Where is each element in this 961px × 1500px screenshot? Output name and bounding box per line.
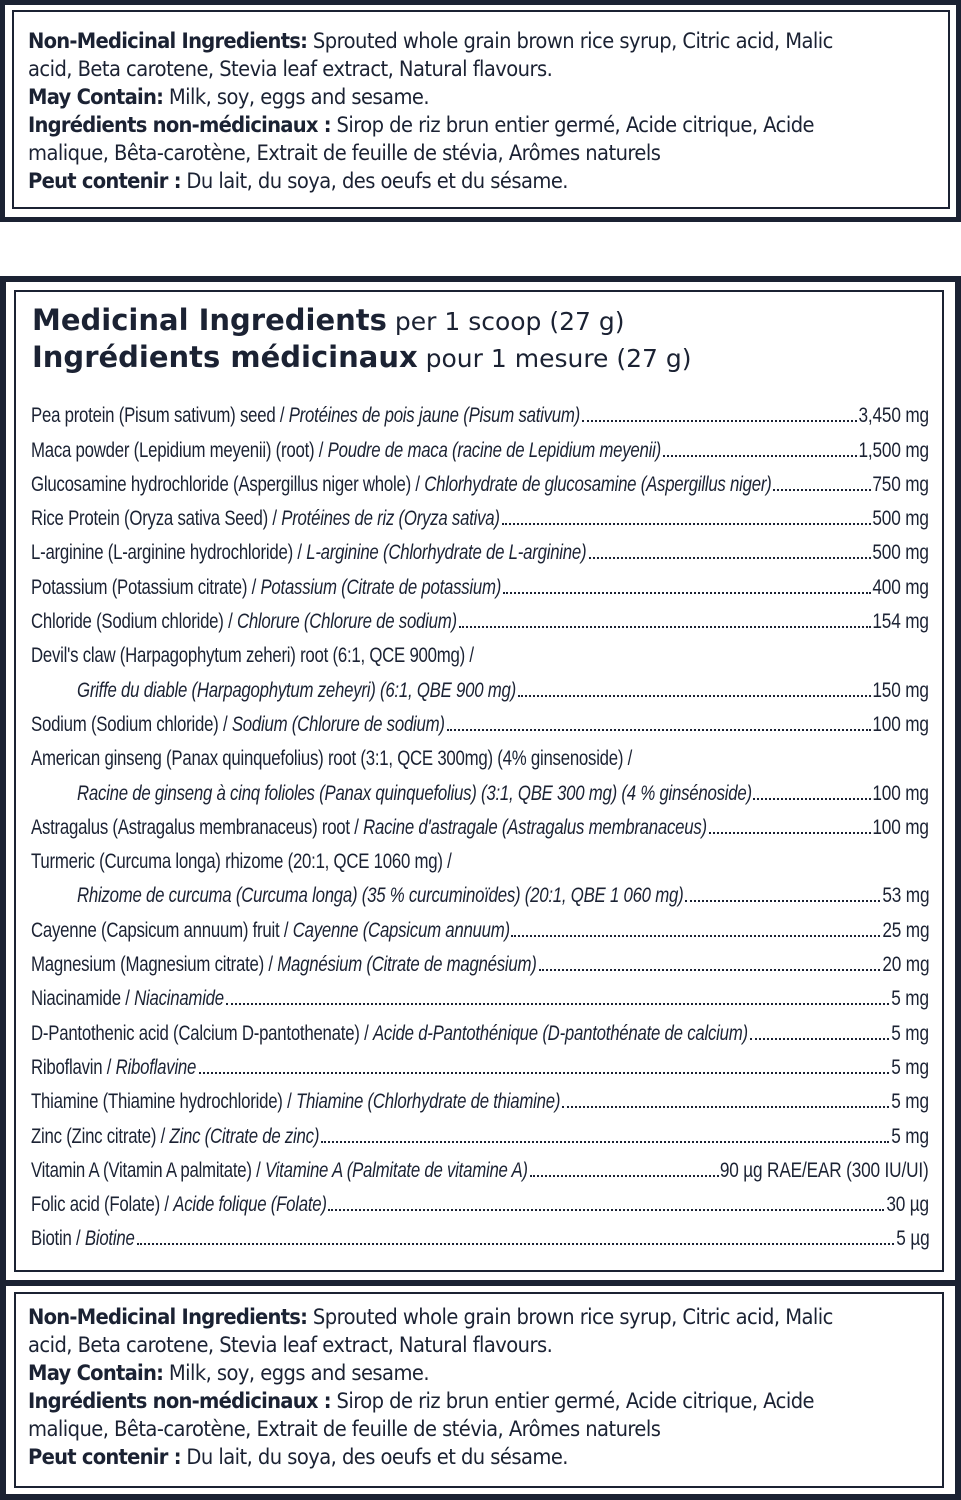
ingredient-row — [31, 531, 929, 565]
leader-dots — [199, 1072, 890, 1074]
ingredient-name-fr: Rhizome de curcuma (Curcuma longa) (35 % curcuminoïdes) (20:1, QBE 1 060 mg) — [77, 884, 684, 908]
ingredient-name-en: Chloride (Sodium chloride) / — [31, 610, 237, 634]
leader-dots — [663, 455, 856, 457]
leader-dots — [582, 420, 856, 422]
ingredient-row — [31, 806, 929, 840]
ingredient-amount: 20 mg — [881, 953, 929, 977]
ingredient-name-en: Zinc (Zinc citrate) / — [31, 1124, 170, 1148]
ingredient-name-fr: Griffe du diable (Harpagophytum zeheyri) (6:1, QBE 900 mg) — [77, 678, 516, 702]
may-contain-label-fr: Peut contenir : — [28, 169, 181, 193]
ingredient-name — [31, 507, 500, 531]
non-medicinal-label-fr: Ingrédients non-médicinaux : — [28, 113, 331, 137]
ingredient-name — [31, 919, 510, 943]
may-contain-fr: Du lait, du soya, des oeufs et du sésame. — [180, 169, 568, 193]
ingredient-name — [31, 644, 474, 668]
medicinal-title-fr — [32, 340, 692, 374]
ingredient-name-en: Rice Protein (Oryza sativa Seed) / — [31, 507, 282, 531]
ingredient-name-fr: Zinc (Citrate de zinc) — [169, 1124, 320, 1148]
medicinal-title-en-text: Medicinal Ingredients — [32, 303, 387, 337]
ingredient-name-en: L-arginine (L-arginine hydrochloride) / — [31, 541, 307, 565]
ingredient-name-fr: Racine de ginseng à cinq folioles (Panax quinquefolius) (3:1, QBE 300 mg) (4 % ginsénoside) — [77, 781, 752, 805]
ingredient-name — [77, 884, 683, 908]
leader-dots — [459, 626, 870, 628]
ingredient-row — [31, 1080, 929, 1114]
ingredient-row — [31, 1114, 929, 1148]
ingredient-name-fr: Chlorhydrate de glucosamine (Aspergillus niger) — [424, 472, 772, 496]
may-contain-label-en-bottom: May Contain: — [28, 1361, 164, 1385]
ingredient-name-en: Biotin / — [31, 1227, 85, 1251]
ingredient-amount: 5 mg — [891, 1055, 929, 1079]
ingredient-name — [31, 404, 580, 428]
ingredient-amount: 154 mg — [872, 610, 929, 634]
leader-dots — [503, 592, 871, 594]
ingredient-name-en: Magnesium (Magnesium citrate) / — [31, 953, 278, 977]
ingredient-name-en: Vitamin A (Vitamin A palmitate) / — [31, 1158, 266, 1182]
ingredient-name — [31, 816, 707, 840]
ingredient-amount: 100 mg — [872, 712, 929, 736]
ingredient-row — [31, 1183, 929, 1217]
may-contain-fr-bottom: Du lait, du soya, des oeufs et du sésame. — [180, 1445, 568, 1469]
ingredient-name-fr: Magnésium (Citrate de magnésium) — [277, 953, 537, 977]
ingredient-name-fr: Potassium (Citrate de potassium) — [260, 575, 502, 599]
ingredient-name — [31, 473, 772, 497]
ingredient-row — [31, 977, 929, 1011]
ingredient-amount: 5 mg — [891, 1021, 929, 1045]
ingredient-amount: 1,500 mg — [858, 438, 929, 462]
ingredient-name — [31, 850, 452, 874]
ingredient-name-en: Devil's claw (Harpagophytum zeheri) root (6:1, QCE 900mg) / — [31, 644, 474, 668]
ingredient-row — [31, 840, 929, 874]
ingredient-name — [77, 782, 752, 806]
non-medicinal-label-fr-bottom: Ingrédients non-médicinaux : — [28, 1389, 331, 1413]
leader-dots — [539, 969, 880, 971]
ingredient-row — [31, 634, 929, 668]
may-contain-en-bottom: Milk, soy, eggs and sesame. — [163, 1361, 430, 1385]
ingredient-name — [31, 1193, 327, 1217]
ingredient-name-en: Turmeric (Curcuma longa) rhizome (20:1, QCE 1060 mg) / — [31, 850, 452, 874]
ingredient-name-fr: Racine d'astragale (Astragalus membranaceus) — [363, 815, 707, 839]
ingredient-row — [31, 874, 929, 908]
ingredient-row — [31, 943, 929, 977]
ingredient-name-fr: Chlorure (Chlorure de sodium) — [236, 610, 457, 634]
medicinal-title-fr-text: Ingrédients médicinaux — [32, 340, 418, 374]
ingredient-row — [31, 565, 929, 599]
ingredient-row — [31, 428, 929, 462]
leader-dots — [750, 1038, 890, 1040]
ingredient-name-fr: Cayenne (Capsicum annuum) — [292, 918, 510, 942]
ingredient-name-en: Folic acid (Folate) / — [31, 1193, 174, 1217]
ingredient-name — [31, 576, 501, 600]
ingredient-amount: 500 mg — [872, 507, 929, 531]
ingredient-name — [31, 987, 224, 1011]
ingredient-row — [31, 771, 929, 805]
ingredient-row — [31, 1011, 929, 1045]
ingredient-name-fr: Vitamine A (Palmitate de vitamine A) — [265, 1158, 528, 1182]
ingredient-name — [31, 953, 537, 977]
ingredient-name-fr: L-arginine (Chlorhydrate de L-arginine) — [306, 541, 587, 565]
ingredient-name-fr: Sodium (Chlorure de sodium) — [231, 712, 445, 736]
medicinal-per-fr: pour 1 mesure (27 g) — [417, 344, 692, 373]
ingredient-name-en: Potassium (Potassium citrate) / — [31, 575, 261, 599]
ingredient-amount: 5 mg — [891, 987, 929, 1011]
non-medicinal-label-en: Non-Medicinal Ingredients: — [28, 29, 308, 53]
ingredient-name — [31, 1159, 528, 1183]
ingredient-name — [31, 1125, 319, 1149]
ingredient-amount: 150 mg — [872, 678, 929, 702]
ingredient-row — [31, 668, 929, 702]
leader-dots — [589, 557, 871, 559]
ingredient-name — [31, 1022, 748, 1046]
leader-dots — [226, 1003, 889, 1005]
top-non-medicinal-text — [28, 27, 921, 195]
ingredient-name-fr: Acide d-Pantothénique (D-pantothénate de calcium) — [372, 1021, 748, 1045]
ingredient-row — [31, 737, 929, 771]
ingredient-name — [31, 610, 457, 634]
leader-dots — [137, 1243, 894, 1245]
ingredient-name — [31, 747, 632, 771]
ingredient-amount: 53 mg — [881, 884, 929, 908]
ingredient-name — [77, 679, 516, 703]
ingredient-name-en: Cayenne (Capsicum annuum) fruit / — [31, 918, 293, 942]
ingredient-name-en: Riboflavin / — [31, 1055, 116, 1079]
ingredient-name — [31, 1056, 196, 1080]
leader-dots — [753, 798, 870, 800]
medicinal-per-en: per 1 scoop (27 g) — [386, 307, 625, 336]
ingredient-name-fr: Protéines de riz (Oryza sativa) — [281, 507, 500, 531]
ingredient-name-en: Niacinamide / — [31, 987, 135, 1011]
leader-dots — [685, 900, 879, 902]
ingredient-amount: 25 mg — [881, 918, 929, 942]
may-contain-en: Milk, soy, eggs and sesame. — [163, 85, 430, 109]
ingredient-name-en: Thiamine (Thiamine hydrochloride) / — [31, 1090, 296, 1114]
ingredient-name — [31, 1090, 560, 1114]
ingredient-name-fr: Thiamine (Chlorhydrate de thiamine) — [295, 1090, 561, 1114]
ingredient-amount: 400 mg — [872, 575, 929, 599]
ingredient-name — [31, 713, 445, 737]
ingredient-amount: 5 mg — [891, 1090, 929, 1114]
ingredient-amount: 750 mg — [872, 472, 929, 496]
leader-dots — [709, 832, 871, 834]
ingredient-name — [31, 1227, 135, 1251]
non-medicinal-label-en-bottom: Non-Medicinal Ingredients: — [28, 1305, 308, 1329]
leader-dots — [562, 1106, 890, 1108]
ingredient-amount: 30 µg — [886, 1193, 929, 1217]
non-medicinal-text-en: Sprouted whole grain brown rice syrup, Citric acid, Malic acid, Beta carotene, Stevia leaf extract, Natural flavours. — [28, 29, 833, 81]
ingredient-name — [31, 541, 586, 565]
ingredient-name-fr: Niacinamide — [134, 987, 224, 1011]
ingredient-amount: 5 mg — [891, 1124, 929, 1148]
bottom-non-medicinal-text — [28, 1303, 921, 1471]
ingredient-row — [31, 1046, 929, 1080]
ingredient-row — [31, 1217, 929, 1251]
ingredient-name — [31, 439, 661, 463]
non-medicinal-text-fr: Sirop de riz brun entier germé, Acide citrique, Acide malique, Bêta-carotène, Extrait de feuille de stévia, Arômes naturels — [28, 113, 814, 165]
ingredient-name-en: Glucosamine hydrochloride (Aspergillus niger whole) / — [31, 472, 425, 496]
leader-dots — [530, 1175, 719, 1177]
ingredient-name-en: Astragalus (Astragalus membranaceus) root / — [31, 815, 364, 839]
non-medicinal-text-en-bottom: Sprouted whole grain brown rice syrup, Citric acid, Malic acid, Beta carotene, Stevia leaf extract, Natural flavours. — [28, 1305, 833, 1357]
ingredient-name-en: Sodium (Sodium chloride) / — [31, 712, 232, 736]
ingredient-name-en: American ginseng (Panax quinquefolius) root (3:1, QCE 300mg) (4% ginsenoside) / — [31, 747, 633, 771]
ingredient-amount: 500 mg — [872, 541, 929, 565]
ingredient-name-en: D-Pantothenic acid (Calcium D-pantothenate) / — [31, 1021, 373, 1045]
ingredient-row — [31, 463, 929, 497]
ingredient-name-en: Pea protein (Pisum sativum) seed / — [31, 404, 289, 428]
ingredient-row — [31, 908, 929, 942]
ingredient-amount: 5 µg — [895, 1227, 929, 1251]
ingredient-row — [31, 600, 929, 634]
ingredient-name-fr: Acide folique (Folate) — [173, 1193, 327, 1217]
medicinal-title-en — [32, 303, 625, 337]
ingredient-row — [31, 703, 929, 737]
ingredient-amount: 3,450 mg — [858, 404, 929, 428]
ingredient-name-fr: Protéines de pois jaune (Pisum sativum) — [288, 404, 581, 428]
may-contain-label-fr-bottom: Peut contenir : — [28, 1445, 181, 1469]
ingredient-amount: 90 µg RAE/EAR (300 IU/UI) — [720, 1158, 929, 1182]
ingredient-row — [31, 394, 929, 428]
ingredient-name-en: Maca powder (Lepidium meyenii) (root) / — [31, 438, 328, 462]
ingredient-row — [31, 497, 929, 531]
ingredient-name-fr: Riboflavine — [115, 1055, 197, 1079]
leader-dots — [328, 1209, 884, 1211]
leader-dots — [511, 935, 879, 937]
leader-dots — [447, 729, 871, 731]
ingredient-list — [31, 394, 929, 1251]
may-contain-label-en: May Contain: — [28, 85, 164, 109]
leader-dots — [502, 523, 871, 525]
ingredient-amount: 100 mg — [872, 815, 929, 839]
leader-dots — [518, 695, 871, 697]
ingredient-amount: 100 mg — [872, 781, 929, 805]
ingredient-row — [31, 1149, 929, 1183]
leader-dots — [773, 489, 870, 491]
leader-dots — [321, 1141, 889, 1143]
non-medicinal-text-fr-bottom: Sirop de riz brun entier germé, Acide citrique, Acide malique, Bêta-carotène, Extrait de feuille de stévia, Arômes naturels — [28, 1389, 814, 1441]
ingredient-name-fr: Poudre de maca (racine de Lepidium meyenii) — [327, 438, 661, 462]
ingredient-name-fr: Biotine — [84, 1227, 135, 1251]
